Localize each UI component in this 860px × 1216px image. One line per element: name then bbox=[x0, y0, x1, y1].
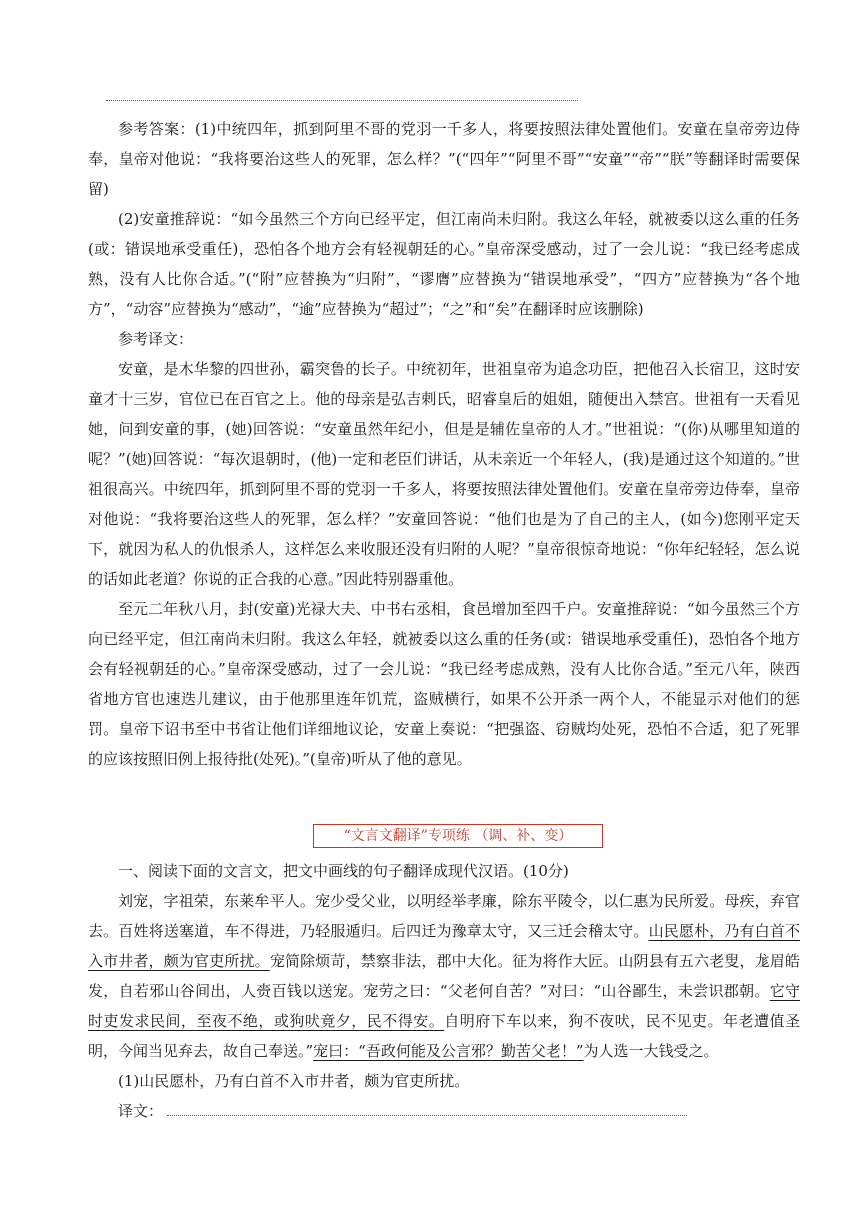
underlined-sentence-2: 它守时吏发求民间，至夜不绝，或狗吠竟夕，民不得安。 bbox=[88, 982, 800, 1030]
sub-question-1: (1)山民愿朴，乃有白首不入市井者，颇为官吏所扰。 bbox=[118, 1072, 470, 1090]
exercise-passage bbox=[88, 886, 800, 1066]
passage-text-a: 刘宠，字祖荣，东莱牟平人。宠少受父业，以明经举孝廉，除东平陵令，以仁惠为民所爱。母疾，弃官去。百姓将送塞道，车不得进，乃轻服遁归。后四迁为豫章太守，又三迁会稽太守。 bbox=[88, 892, 800, 940]
section-title: “文言文翻译”专项练 （调、补、变） bbox=[313, 824, 603, 848]
exercise-block bbox=[88, 856, 800, 1126]
answer-line-row bbox=[88, 1096, 800, 1126]
answer-fill-line[interactable] bbox=[167, 1101, 687, 1116]
translation-paragraph-1: 安童，是木华黎的四世孙，霸突鲁的长子。中统初年，世祖皇帝为追念功臣，把他召入长宿卫，这时安童才十三岁，官位已在百官之上。他的母亲是弘吉剌氏，昭睿皇后的姐姐，随便出入禁宫。世祖有一天看见她，问到安童的事，(她)回答说：“安童虽然年纪小，但是是辅佐皇帝的人才。”世祖说：“(你)从哪里知道的呢？”(她)回答说：“每次退朝时，(他)一定和老臣们讲话，从未亲近一个年轻人，(我)是通过这个知道的。”世祖很高兴。中统四年，抓到阿里不哥的党羽一千多人，将要按照法律处置他们。安童在皇帝旁边侍奉，皇帝对他说：“我将要治这些人的死罪，怎么样？”安童回答说：“他们也是为了自己的主人，(如今)您刚平定天下，就因为私人的仇恨杀人，这样怎么来收服还没有归附的人呢？”皇帝很惊奇地说：“你年纪轻轻，怎么说的话如此老道？你说的正合我的心意。”因此特别器重他。 bbox=[88, 360, 800, 588]
answer-label: 译文： bbox=[118, 1102, 164, 1120]
passage-text-d: 为人选一大钱受之。 bbox=[583, 1042, 719, 1060]
translation-paragraph-2: 至元二年秋八月，封(安童)光禄大夫、中书右丞相，食邑增加至四千户。安童推辞说：“如今虽然三个方向已经平定，但江南尚未归附。我这么年轻，就被委以这么重的任务(或：错误地承受重任)，恐怕各个地方会有轻视朝廷的心。”皇帝深受感动，过了一会儿说：“我已经考虑成熟，没有人比你合适。”至元八年，陕西省地方官也速迭儿建议，由于他那里连年饥荒，盗贼横行，如果不公开杀一两个人，不能显示对他们的惩罚。皇帝下诏书至中书省让他们详细地议论，安童上奏说：“把强盗、窃贼均处死，恐怕不合适，犯了死罪的应该按照旧例上报待批(处死)。”(皇帝)听从了他的意见。 bbox=[88, 600, 800, 768]
answers-block bbox=[88, 114, 800, 774]
answer-1: 参考答案：(1)中统四年，抓到阿里不哥的党羽一千多人，将要按照法律处置他们。安童在皇帝旁边侍奉，皇帝对他说：“我将要治这些人的死罪，怎么样？”(“四年”“阿里不哥”“安童”“帝”“朕”等翻译时需要保留) bbox=[88, 120, 800, 198]
underlined-sentence-3: 宠曰：“吾政何能及公言邪？勤苦父老！” bbox=[313, 1042, 584, 1060]
answer-line-top bbox=[106, 100, 578, 101]
translation-label: 参考译文： bbox=[118, 330, 194, 348]
passage-text-c: 自明府下车以来，狗不夜吠，民不见吏。年老遭值圣明，今闻当见弃去，故自己奉送。” bbox=[88, 1012, 800, 1060]
passage-text-b: 宠简除烦苛，禁察非法，郡中大化。征为将作大匠。山阴县有五六老叟，尨眉皓发，自若邪山谷间出，人赍百钱以送宠。宠劳之曰：“父老何自苦？”对曰：“山谷鄙生，未尝识郡朝。 bbox=[88, 952, 800, 1000]
exercise-question: 一、阅读下面的文言文，把文中画线的句子翻译成现代汉语。(10分) bbox=[118, 862, 569, 880]
answer-2: (2)安童推辞说：“如今虽然三个方向已经平定，但江南尚未归附。我这么年轻，就被委以这么重的任务(或：错误地承受重任)，恐怕各个地方会有轻视朝廷的心。”皇帝深受感动，过了一会儿说：“我已经考虑成熟，没有人比你合适。”(“附”应替换为“归附”，“谬膺”应替换为“错误地承受”，“四方”应替换为“各个地方”，“动容”应替换为“感动”，“逾”应替换为“超过”；“之”和“矣”在翻译时应该删除) bbox=[88, 210, 800, 318]
underlined-sentence-1: 山民愿朴，乃有白首不入市井者，颇为官吏所扰。 bbox=[88, 922, 800, 970]
